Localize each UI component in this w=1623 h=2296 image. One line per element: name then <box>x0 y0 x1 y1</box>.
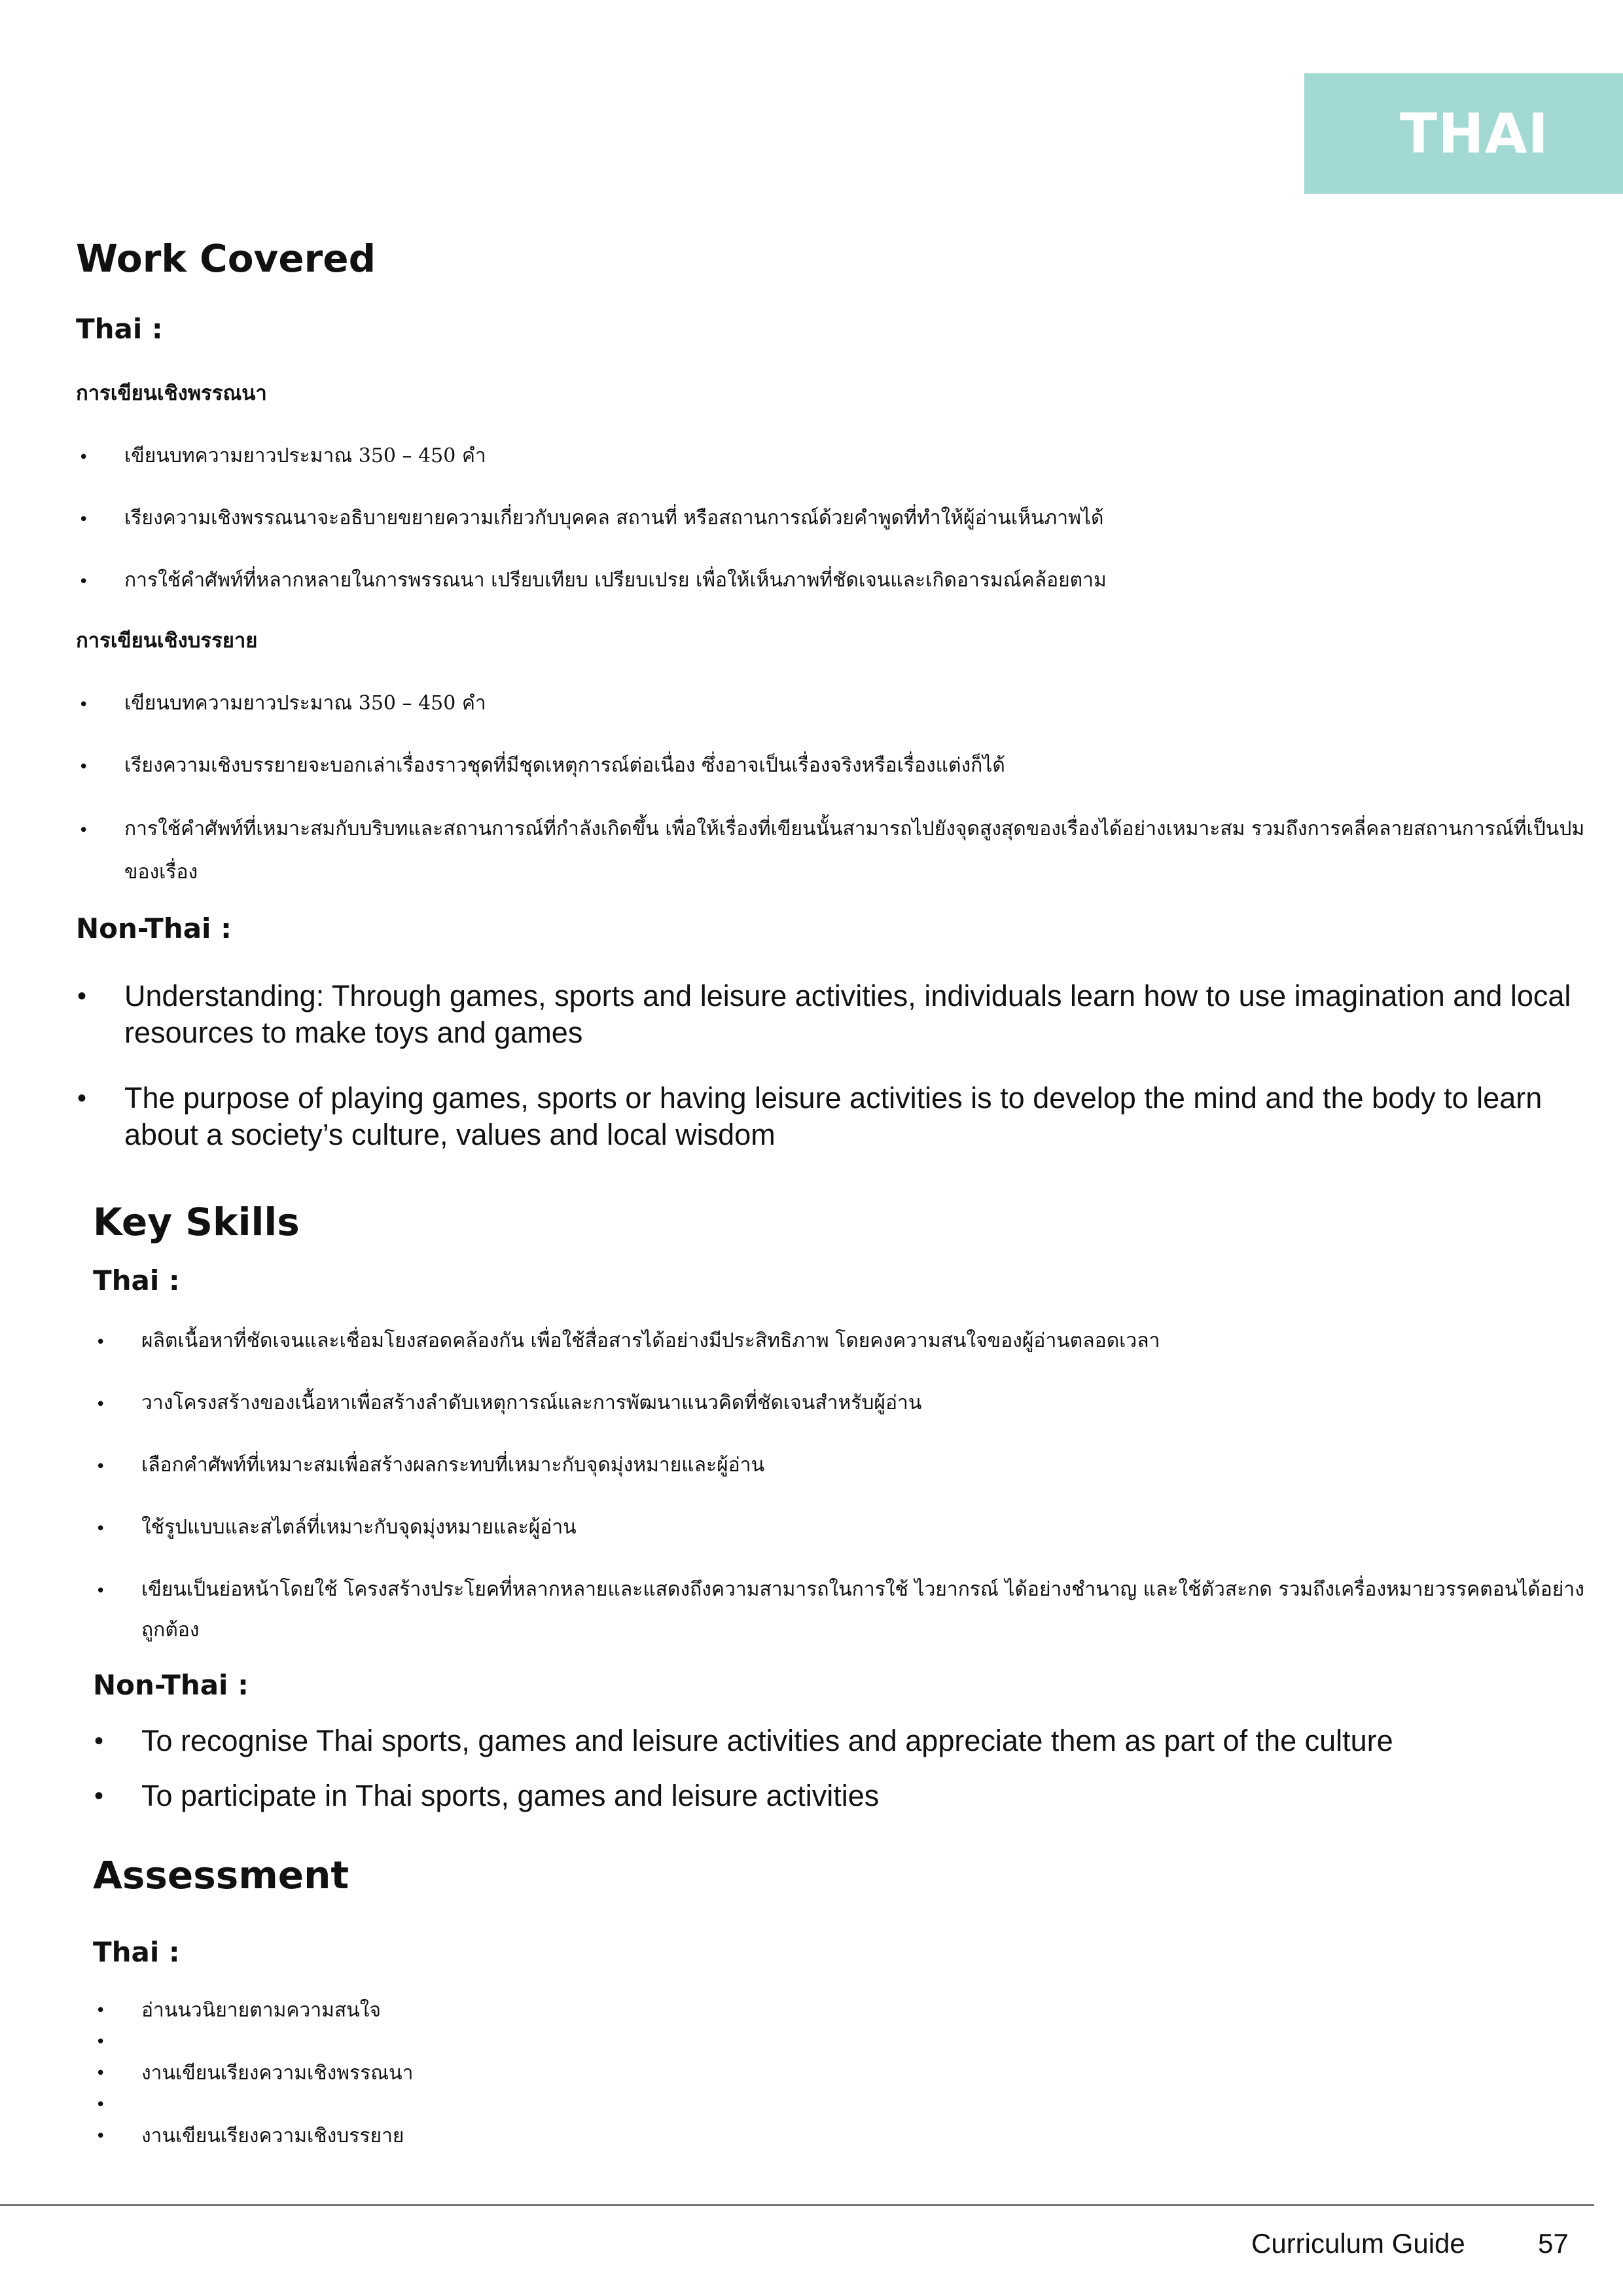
list-item: • งานเขียนเรียงความเชิงบรรยาย <box>96 2125 404 2147</box>
narrative-writing-list <box>76 683 1594 916</box>
list-item: • ใช้รูปแบบและสไตล์ที่เหมาะกับจุดมุ่งหมายและผู้อ่าน <box>96 1516 577 1539</box>
assessment-list <box>93 1995 1594 2152</box>
list-item: • อ่านนวนิยายตามความสนใจ <box>96 1999 381 2022</box>
footer-label: Curriculum Guide <box>1251 2228 1465 2259</box>
page-number: 57 <box>1538 2228 1569 2259</box>
footer-divider <box>0 2204 1594 2206</box>
list-item: • การใช้คำศัพท์ที่เหมาะสมกับบริบทและสถานการณ์ที่กำลังเกิดขึ้น เพื่อให้เรื่องที่เขียนนั้นสามารถไปยังจุดสูงสุดของเรื่องได้อย่างเหมาะสม รวมถึงการคลี่คลายสถานการณ์ที่เป็นปมของเรื่อง <box>79 817 1585 884</box>
list-item: • Understanding: Through games, sports and leisure activities, individuals learn how to use imagination and local resources to make toys and games <box>77 979 1571 1049</box>
key-skills-heading: Key Skills <box>93 1200 300 1244</box>
list-item: • การใช้คำศัพท์ที่หลากหลายในการพรรณนา เปรียบเทียบ เปรียบเปรย เพื่อให้เห็นภาพที่ชัดเจนและเกิดอารมณ์คล้อยตาม <box>79 569 1107 592</box>
list-item: • เขียนเป็นย่อหน้าโดยใช้ โครงสร้างประโยคที่หลากหลายและแสดงถึงความสามารถในการใช้ ไวยากรณ์ ได้อย่างชำนาญ และใช้ตัวสะกด รวมถึงเครื่องหมายวรรคตอนได้อย่างถูกต้อง <box>96 1578 1584 1641</box>
key-skills-non-thai-list <box>93 1723 1594 1843</box>
list-item: • เขียนบทความยาวประมาณ 350 – 450 คำ <box>79 444 486 467</box>
work-covered-non-thai-label: Non-Thai : <box>76 912 232 944</box>
list-item: • วางโครงสร้างของเนื้อหาเพื่อสร้างลำดับเหตุการณ์และการพัฒนาแนวคิดที่ชัดเจนสำหรับผู้อ่าน <box>96 1391 922 1414</box>
list-item: • The purpose of playing games, sports or having leisure activities is to develop the mind and the body to learn about a society’s culture, values and local wisdom <box>77 1081 1543 1151</box>
key-skills-non-thai-label: Non-Thai : <box>93 1669 249 1701</box>
list-item: • To participate in Thai sports, games and leisure activities <box>94 1779 880 1812</box>
list-item: • To recognise Thai sports, games and leisure activities and appreciate them as part of the culture <box>94 1724 1393 1757</box>
list-item: • เรียงความเชิงพรรณนาจะอธิบายขยายความเกี่ยวกับบุคคล สถานที่ หรือสถานการณ์ด้วยคำพูดที่ทำให้ผู้อ่านเห็นภาพได้ <box>79 507 1104 529</box>
list-item: • เรียงความเชิงบรรยายจะบอกเล่าเรื่องราวชุดที่มีชุดเหตุการณ์ต่อเนื่อง ซึ่งอาจเป็นเรื่องจริงหรือเรื่องแต่งก็ได้ <box>79 754 1005 777</box>
key-skills-thai-label: Thai : <box>93 1265 180 1297</box>
subject-badge <box>1304 73 1623 194</box>
work-covered-heading: Work Covered <box>76 236 376 281</box>
work-covered-thai-label: Thai : <box>76 313 163 345</box>
list-item: • เลือกคำศัพท์ที่เหมาะสมเพื่อสร้างผลกระทบที่เหมาะกับจุดมุ่งหมายและผู้อ่าน <box>96 1454 765 1477</box>
list-item: • <box>96 2095 106 2115</box>
list-item: • เขียนบทความยาวประมาณ 350 – 450 คำ <box>79 692 486 715</box>
narrative-writing-subheading: การเขียนเชิงบรรยาย <box>76 629 258 653</box>
list-item: • <box>96 2032 106 2052</box>
assessment-heading: Assessment <box>93 1853 349 1897</box>
descriptive-writing-list <box>76 436 1594 622</box>
assessment-thai-label: Thai : <box>93 1936 180 1968</box>
subject-badge-label: THAI <box>1400 101 1549 166</box>
list-item: • ผลิตเนื้อหาที่ชัดเจนและเชื่อมโยงสอดคล้องกัน เพื่อใช้สื่อสารได้อย่างมีประสิทธิภาพ โดยคงความสนใจของผู้อ่านตลอดเวลา <box>96 1329 1160 1352</box>
key-skills-thai-list <box>93 1321 1594 1672</box>
list-item: • งานเขียนเรียงความเชิงพรรณนา <box>96 2062 414 2085</box>
descriptive-writing-subheading: การเขียนเชิงพรรณนา <box>76 382 267 405</box>
work-covered-non-thai-list <box>76 978 1594 1182</box>
